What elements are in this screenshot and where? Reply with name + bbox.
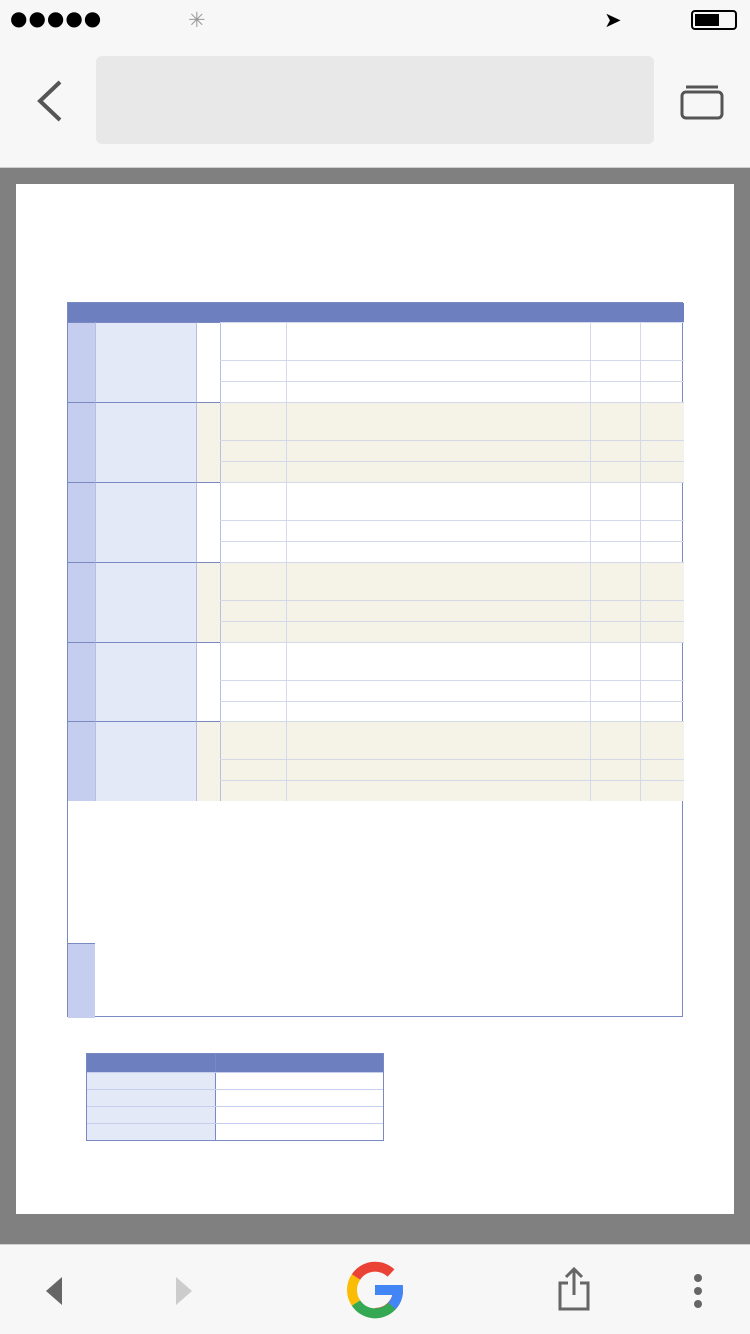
back-chevron-icon[interactable] (30, 76, 70, 126)
scope-line (292, 527, 590, 536)
requirement-cell (590, 622, 640, 642)
faculty-cell (68, 482, 95, 562)
points-cell (640, 441, 684, 461)
browser-toolbar (0, 1244, 750, 1334)
scope-cell (286, 542, 590, 562)
header-department (95, 303, 196, 322)
requirement-cell (590, 563, 640, 600)
requirement-cell (590, 521, 640, 541)
faculty-cell (68, 642, 95, 721)
points-cell (640, 521, 684, 541)
table-row (220, 541, 684, 562)
major-header-dept (87, 1054, 216, 1072)
scope-cell (286, 361, 590, 381)
requirement-cell (590, 781, 640, 801)
points-cell (640, 382, 684, 402)
major-table (86, 1053, 384, 1141)
google-logo-icon[interactable] (344, 1259, 406, 1321)
subject-cell (220, 622, 286, 642)
browser-url-bar (0, 40, 750, 168)
major-table-row (87, 1123, 383, 1140)
scope-cell (286, 622, 590, 642)
subject-cell (220, 441, 286, 461)
subject-cell (220, 563, 286, 600)
department-cell (95, 322, 196, 402)
scope-cell (286, 760, 590, 780)
header-faculty (68, 303, 95, 322)
signal-dots-icon: ●●●●● (10, 6, 103, 30)
table-row (220, 482, 684, 520)
table-row (220, 642, 684, 680)
scope-cell (286, 681, 590, 701)
type-cell (196, 721, 220, 801)
requirement-cell (590, 483, 640, 520)
points-cell (640, 323, 684, 360)
scope-cell (286, 702, 590, 722)
points-cell (640, 601, 684, 621)
department-cell (95, 402, 196, 482)
table-row (220, 440, 684, 461)
scope-cell (286, 382, 590, 402)
scope-line (292, 447, 590, 456)
faculty-cell (68, 943, 95, 1018)
major-list (216, 1073, 383, 1089)
major-table-row (87, 1089, 383, 1106)
table-row (220, 381, 684, 402)
scope-cell (286, 643, 590, 680)
requirement-cell (590, 681, 640, 701)
requirement-cell (590, 542, 640, 562)
subject-cell (220, 361, 286, 381)
loading-spinner-icon: ✳ (188, 8, 206, 32)
subject-cell (220, 382, 286, 402)
header-type (196, 303, 220, 322)
table-row (220, 520, 684, 541)
table-row (220, 780, 684, 801)
document-page (16, 184, 734, 1214)
department-cell (95, 482, 196, 562)
battery-icon (691, 10, 737, 30)
subject-cell (220, 462, 286, 482)
points-cell (640, 563, 684, 600)
back-arrow-icon[interactable] (44, 1275, 64, 1307)
points-cell (640, 681, 684, 701)
subject-cell (220, 722, 286, 759)
address-field[interactable] (96, 56, 654, 144)
table-row (220, 621, 684, 642)
major-list (216, 1124, 383, 1140)
subject-cell (220, 702, 286, 722)
scope-cell (286, 462, 590, 482)
type-cell (196, 562, 220, 642)
scope-cell (286, 601, 590, 621)
subject-cell (220, 323, 286, 360)
major-dept (87, 1073, 216, 1089)
subject-cell (220, 760, 286, 780)
table-row (220, 402, 684, 440)
scope-line (292, 607, 590, 616)
points-cell (640, 403, 684, 440)
forward-arrow-icon[interactable] (174, 1275, 194, 1307)
subject-cell (220, 781, 286, 801)
header-scope (286, 303, 640, 322)
scope-cell (286, 403, 590, 440)
scope-cell (286, 441, 590, 461)
requirement-cell (590, 462, 640, 482)
subject-cell (220, 521, 286, 541)
points-cell (640, 781, 684, 801)
subject-cell (220, 542, 286, 562)
scope-line (292, 687, 590, 696)
location-arrow-icon: ➤ (604, 8, 622, 32)
subject-cell (220, 403, 286, 440)
table-row (220, 322, 684, 360)
table-row (220, 680, 684, 701)
major-dept (87, 1124, 216, 1140)
header-subject (220, 303, 286, 322)
faculty-cell (68, 322, 95, 402)
table-row (220, 461, 684, 482)
requirement-cell (590, 323, 640, 360)
points-cell (640, 622, 684, 642)
exam-table (67, 302, 683, 1017)
table-row (220, 701, 684, 722)
share-icon[interactable] (556, 1265, 592, 1313)
table-row (220, 759, 684, 780)
major-table-row (87, 1072, 383, 1089)
points-cell (640, 542, 684, 562)
major-table-row (87, 1106, 383, 1123)
points-cell (640, 462, 684, 482)
major-dept (87, 1107, 216, 1123)
type-cell (196, 482, 220, 562)
subject-cell (220, 483, 286, 520)
requirement-cell (590, 722, 640, 759)
type-cell (196, 642, 220, 721)
scope-line (292, 766, 590, 775)
scope-cell (286, 521, 590, 541)
points-cell (640, 643, 684, 680)
table-row (220, 360, 684, 381)
header-points (640, 303, 684, 322)
major-header-major (216, 1054, 383, 1072)
scope-line (292, 367, 590, 376)
requirement-cell (590, 601, 640, 621)
type-cell (196, 402, 220, 482)
major-dept (87, 1090, 216, 1106)
requirement-cell (590, 643, 640, 680)
faculty-cell (68, 402, 95, 482)
department-cell (95, 562, 196, 642)
table-row (220, 562, 684, 600)
points-cell (640, 722, 684, 759)
points-cell (640, 483, 684, 520)
requirement-cell (590, 702, 640, 722)
scope-cell (286, 483, 590, 520)
requirement-cell (590, 403, 640, 440)
department-cell (95, 721, 196, 801)
points-cell (640, 760, 684, 780)
more-menu-icon[interactable] (692, 1273, 704, 1309)
status-bar (0, 0, 750, 40)
faculty-cell (68, 721, 95, 801)
subject-cell (220, 643, 286, 680)
requirement-cell (590, 441, 640, 461)
faculty-cell (68, 562, 95, 642)
requirement-cell (590, 760, 640, 780)
tabs-icon[interactable] (680, 84, 724, 120)
scope-cell (286, 781, 590, 801)
scope-cell (286, 722, 590, 759)
major-list (216, 1107, 383, 1123)
requirement-cell (590, 382, 640, 402)
department-cell (95, 642, 196, 721)
points-cell (640, 361, 684, 381)
scope-cell (286, 323, 590, 360)
subject-cell (220, 601, 286, 621)
scope-cell (286, 563, 590, 600)
major-table-header (87, 1054, 383, 1072)
table-row (220, 600, 684, 621)
subject-cell (220, 681, 286, 701)
table-row (220, 721, 684, 759)
points-cell (640, 702, 684, 722)
type-cell (196, 322, 220, 402)
requirement-cell (590, 361, 640, 381)
web-viewport[interactable] (0, 168, 750, 1244)
major-list (216, 1090, 383, 1106)
